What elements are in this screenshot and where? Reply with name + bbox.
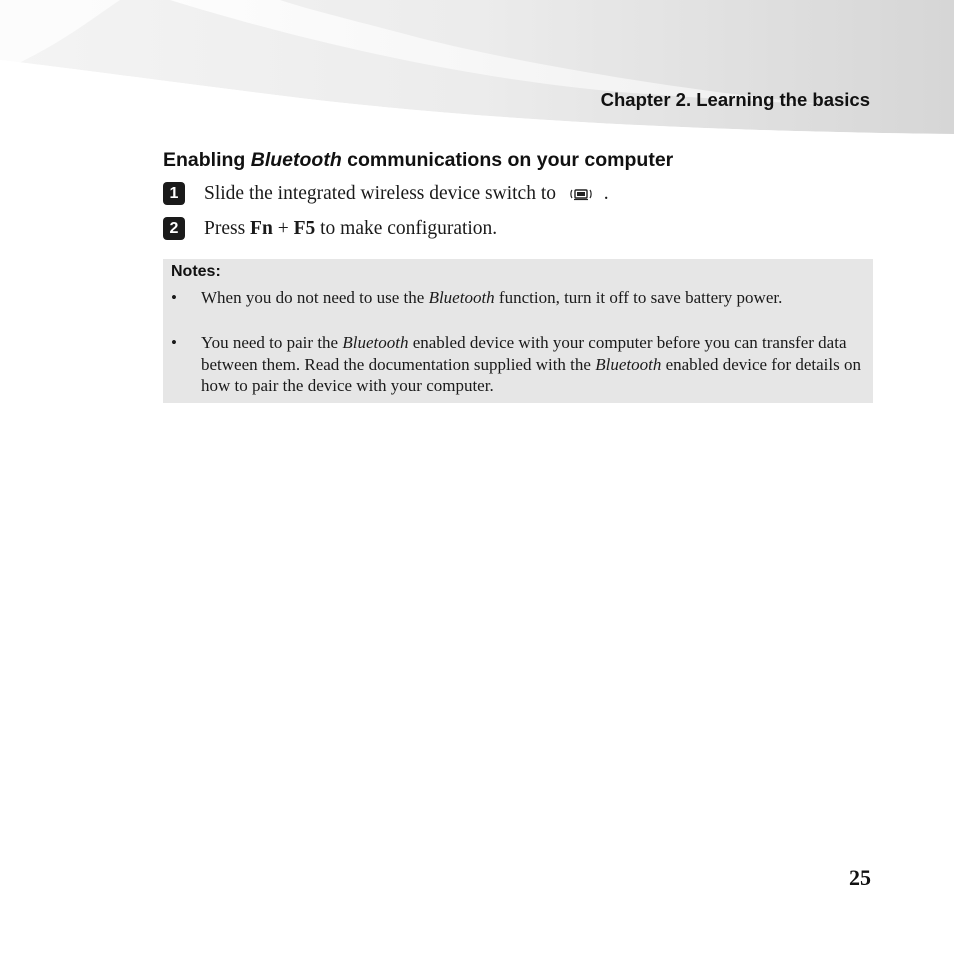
note-1-part2: function, turn it off to save battery power. [494,288,783,307]
bullet-icon: • [171,288,177,307]
note-1-italic: Bluetooth [428,288,495,307]
step-2-text [204,218,497,240]
section-heading-italic: Bluetooth [250,149,342,171]
note-1-part1: When you do not need to use the [201,288,429,307]
page-number: 25 [849,865,871,890]
step-2-plus: + [272,217,294,239]
note-2-part1: You need to pair the [201,333,343,352]
header-swoosh-decoration [0,0,954,140]
wireless-switch-icon [569,186,593,202]
note-2-part2: enabled device with your computer before you can transfer data between them. Read the documentation supplied with the [201,333,847,374]
key-f5: F5 [293,217,316,239]
note-2-italic2: Bluetooth [595,354,662,374]
notes-title: Notes: [171,263,221,280]
note-1-text [201,287,866,309]
step-2-suffix: to make configuration. [315,217,498,239]
section-heading [163,149,673,172]
key-fn: Fn [250,217,273,239]
bullet-icon: • [171,333,177,352]
note-2-italic1: Bluetooth [342,333,409,352]
step-1-trailing: . [603,182,609,204]
step-1-text [204,183,609,205]
step-number-badge: 2 [163,217,185,240]
note-2-text [201,332,866,397]
note-2-part3: enabled device for details on how to pair the device with your computer. [201,354,861,395]
step-2-prefix: Press [204,217,251,239]
section-heading-suffix: communications on your computer [341,149,674,171]
step-1 [163,182,609,205]
notes-box [163,259,873,403]
step-number-badge: 1 [163,182,185,205]
step-2 [163,217,497,240]
chapter-title: Chapter 2. Learning the basics [600,89,870,110]
section-heading-prefix: Enabling [163,149,251,171]
step-1-label: Slide the integrated wireless device switch to [204,182,556,204]
